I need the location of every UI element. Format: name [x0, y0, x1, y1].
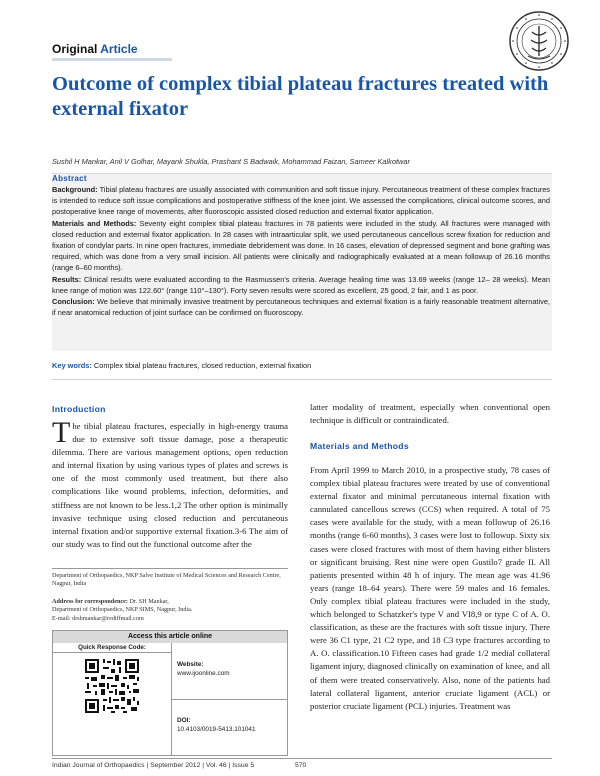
correspondence-email: E-mail: drshmankar@rediffmail.com — [52, 614, 144, 622]
access-horizontal-divider — [171, 699, 288, 700]
results-label: Results: — [52, 274, 82, 284]
article-title: Outcome of complex tibial plateau fractures treated with external fixator — [52, 73, 549, 120]
doi-label: DOI: — [177, 717, 191, 724]
website-link[interactable]: www.ijoonline.com — [177, 670, 230, 677]
conclusion-text: We believe that minimally invasive treatment by percutaneous techniques and external fixation is a fairly reasonable treatment alternative, if near anatomical reduction of joint surface can be confirmed on fluoroscopy. — [52, 297, 550, 318]
methods-label: Materials and Methods: — [52, 218, 137, 228]
abstract-body — [52, 184, 550, 318]
introduction-body: he tibial plateau fractures, especially in high-energy trauma due to extensive soft tissue damage, pose a therapeutic dilemma. There are various management options, open reduction and internal fixation by using various types of plates and screws is one of the most commonly used treatment, but there also complications like wound problems, infection, deformities, and stiffness are not known to be less.1,2 The other option is minimally invasive technique using closed reduction and percutaneous internal fixation and/or supportive external fixation.3-6 The aim of our study was to find out the functional outcome after the — [52, 421, 288, 549]
background-text: Tibial plateau fractures are usually associated with communition and soft tissue injury. Percutaneous treatment of these complex fractures is intended to reduce soft issue complications and postoperative stiffness of the knee joint. We assessed the complications, clinical outcome scores, and postoperative knee range of movements, after fluoroscopic assisted closed reduction and external fixator application. — [52, 185, 551, 217]
qr-label: Quick Response Code: — [53, 643, 171, 653]
background-label: Background: — [52, 185, 98, 194]
article-type-tag — [52, 42, 138, 56]
correspondence-address — [52, 598, 288, 623]
tag-underline — [52, 58, 172, 61]
results-text: Clinical results were evaluated according to the Rasmussen's criteria. Average healing time was 13.69 weeks (range 12– 28 weeks). Mean knee range of motion was 122.60° (range 110°–130°). Forty seven results were scored as excellent, 25 good, 2 fair, and 1 as poor. — [52, 274, 551, 295]
methods-heading: Materials and Methods — [310, 441, 409, 451]
keywords-text: Complex tibial plateau fractures, closed reduction, external fixation — [93, 361, 312, 370]
correspondence-line2: Department of Orthopaedics, NKP SIMS, Nagpur, India. — [52, 606, 193, 614]
article-type-word1: Original — [52, 42, 98, 56]
correspondence-line1 — [52, 598, 288, 606]
abstract-background — [52, 184, 550, 218]
website-label: Website: — [177, 661, 204, 668]
doi-link[interactable]: 10.4103/0019-5413.101041 — [177, 726, 256, 733]
introduction-heading: Introduction — [52, 404, 106, 414]
article-type-word2: Article — [100, 42, 138, 56]
dropcap-letter: T — [52, 416, 71, 449]
access-body — [53, 643, 287, 756]
access-online-box — [52, 630, 288, 756]
methods-text: From April 1999 to March 2010, in a prospective study, 78 cases of complex tibial plateau fractures were treated by use of conventional external fixator and minimal percutaneous internal fixation with cannulated cancellous screws (CCS) when required. A total of 75 cases were available for the study, with a mean followup of 26.16 months (range 6-60 months), 3 cases were lost to followup. Sixty six cases were closed fractures with most of them having either blisters or significant bruising. Rest nine were open Gustilo7 grade II. All patients presented within 48 h of injury. The mean age was 41.96 years (range 18–64 years). There were 59 males and 16 females. Only complex tibial plateau fractures were included in the study, which belonged to Schatzker's type V and VI8,9 or type C of A. O. classification, as these are the fractures with soft tissue injury. There were 36 C1 type, 21 C2 type, and 18 C3 type fractures according to A. O. classification.10 Fifteen cases had grade 1/2 medial collateral ligament injury, diagnosed clinically on examination of knee, and all of them were treated conservatively. Also, none of the patients had lateral collateral ligament, anterior cruciate ligament (ACL) or posterior cruciate ligament (PCL) injuries. Treatment was — [310, 465, 550, 711]
abstract-methods — [52, 218, 550, 274]
author-list: Sushil H Mankar, Anil V Golhar, Mayank Shukla, Prashant S Badwaik, Mohammad Faizan, Sameer Kalkotwar — [52, 157, 410, 166]
journal-seal-icon — [508, 10, 570, 72]
correspondence-label: Address for correspondence: — [52, 598, 128, 605]
introduction-text — [52, 416, 288, 551]
keywords-divider — [52, 379, 552, 380]
access-heading: Access this article online — [53, 631, 287, 643]
affiliation-divider — [52, 568, 288, 569]
abstract-results — [52, 274, 550, 296]
abstract-heading: Abstract — [52, 174, 87, 183]
methods-text: Seventy eight complex tibial plateau fractures in 78 patients were included in the study. All fractures were managed with closed reduction and external fixator application. In 28 cases with intraarticular split, we used percutaneous cancellous screw fixation for reduction and fixation of condylar parts. In nine open fractures, immediate debridement was done. In 16 cases, elevation of depressed segment and bone grafting was required, which was done from a very small incision. All patients were clinically and radiographically evaluated at a mean followup of 26.16 months (range 6–60 months). — [52, 218, 550, 273]
conclusion-label: Conclusion: — [52, 297, 95, 307]
keywords — [52, 361, 552, 370]
journal-footer: Indian Journal of Orthopaedics | September 2012 | Vol. 46 | Issue 5 — [52, 762, 255, 769]
abstract-conclusion — [52, 296, 550, 318]
keywords-label: Key words: — [52, 361, 92, 370]
correspondence-name: Dr. SH Mankar, — [129, 598, 169, 605]
footer-divider — [52, 758, 552, 759]
introduction-continued: latter modality of treatment, especially when conventional open technique is difficult or contraindicated. — [310, 402, 550, 426]
qr-code-icon[interactable] — [83, 657, 141, 715]
page-number: 570 — [295, 762, 307, 769]
affiliation-dept: Department of Orthopaedics, NKP Salve Institute of Medical Sciences and Research Centre, Nagpur, India — [52, 572, 281, 588]
